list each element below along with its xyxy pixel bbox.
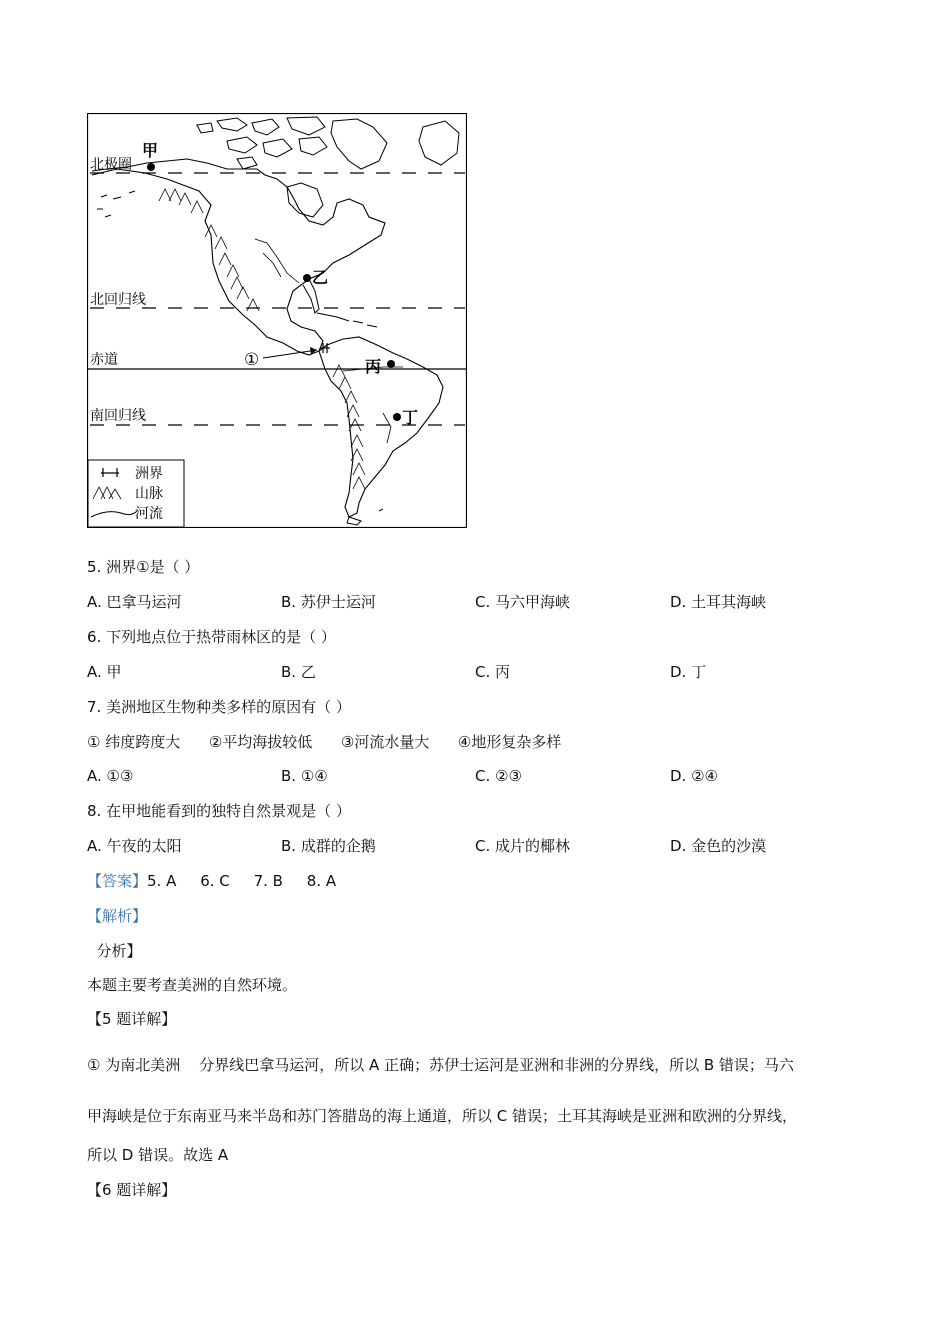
q7-option-c: C. ②③: [475, 767, 522, 785]
point-jia-dot: [147, 163, 155, 171]
q6-option-b: B. 乙: [281, 663, 316, 681]
answer-text: 5. A 6. C 7. B 8. A: [147, 872, 337, 890]
point-bing-dot: [387, 360, 395, 368]
q6-detail-heading: 【6 题详解】: [87, 1181, 177, 1199]
q7-option-b: B. ①④: [281, 767, 328, 785]
analysis-sub: 分析】: [87, 942, 142, 960]
americas-map: [87, 113, 467, 528]
q6-stem: 6. 下列地点位于热带雨林区的是（ ）: [87, 628, 336, 646]
point-ding-dot: [393, 413, 401, 421]
q8-option-b: B. 成群的企鹅: [281, 837, 376, 855]
tropic-south-label: 南回归线: [90, 408, 146, 424]
legend-boundary-label: 洲界: [135, 466, 163, 482]
legend-river-label: 河流: [135, 506, 163, 522]
q6-option-d: D. 丁: [670, 663, 707, 681]
q7-option-a: A. ①③: [87, 767, 134, 785]
q7-option-d: D. ②④: [670, 767, 718, 785]
legend-mountain-label: 山脉: [135, 486, 163, 502]
q8-option-c: C. 成片的椰林: [475, 837, 571, 855]
point-jia-label: 甲: [142, 141, 159, 160]
point-yi-dot: [303, 274, 311, 282]
point-bing-label: 丙: [365, 357, 382, 376]
point-yi-label: 乙: [312, 268, 329, 287]
q5-option-a: A. 巴拿马运河: [87, 593, 182, 611]
q5-option-d: D. 土耳其海峡: [670, 593, 767, 611]
point-ding-label: 丁: [402, 408, 419, 427]
answer-line: [87, 871, 336, 891]
legend: [88, 460, 184, 527]
analysis-tag: 【解析】: [87, 907, 148, 925]
q5-option-b: B. 苏伊士运河: [281, 593, 376, 611]
boundary-marker-label: ①: [244, 350, 260, 370]
q7-stem: 7. 美洲地区生物种类多样的原因有（ ）: [87, 698, 351, 716]
q6-option-c: C. 丙: [475, 663, 511, 681]
q5-detail-heading: 【5 题详解】: [87, 1010, 177, 1028]
q8-option-d: D. 金色的沙漠: [670, 837, 767, 855]
answer-tag: 【答案】: [87, 872, 148, 890]
q5-stem: 5. 洲界①是（ ）: [87, 558, 200, 576]
equator-label: 赤道: [90, 352, 118, 368]
q5-detail-line-1: ① 为南北美洲 分界线巴拿马运河，所以 A 正确；苏伊士运河是亚洲和非洲的分界线，所以 B 错误；马六: [87, 1056, 794, 1074]
q5-option-c: C. 马六甲海峡: [475, 593, 571, 611]
q5-detail-line-3: 所以 D 错误。故选 A: [87, 1146, 229, 1164]
q8-option-a: A. 午夜的太阳: [87, 837, 182, 855]
tropic-north-label: 北回归线: [90, 292, 146, 308]
q5-detail-line-2: 甲海峡是位于东南亚马来半岛和苏门答腊岛的海上通道，所以 C 错误；土耳其海峡是亚洲和欧洲的分界线，: [87, 1107, 798, 1125]
q7-statements: ① 纬度跨度大 ②平均海拔较低 ③河流水量大 ④地形复杂多样: [87, 733, 562, 751]
q8-stem: 8. 在甲地能看到的独特自然景观是（ ）: [87, 802, 351, 820]
arctic-circle-label: 北极圈: [90, 157, 132, 173]
q6-option-a: A. 甲: [87, 663, 122, 681]
analysis-intro: 本题主要考查美洲的自然环境。: [87, 976, 298, 994]
